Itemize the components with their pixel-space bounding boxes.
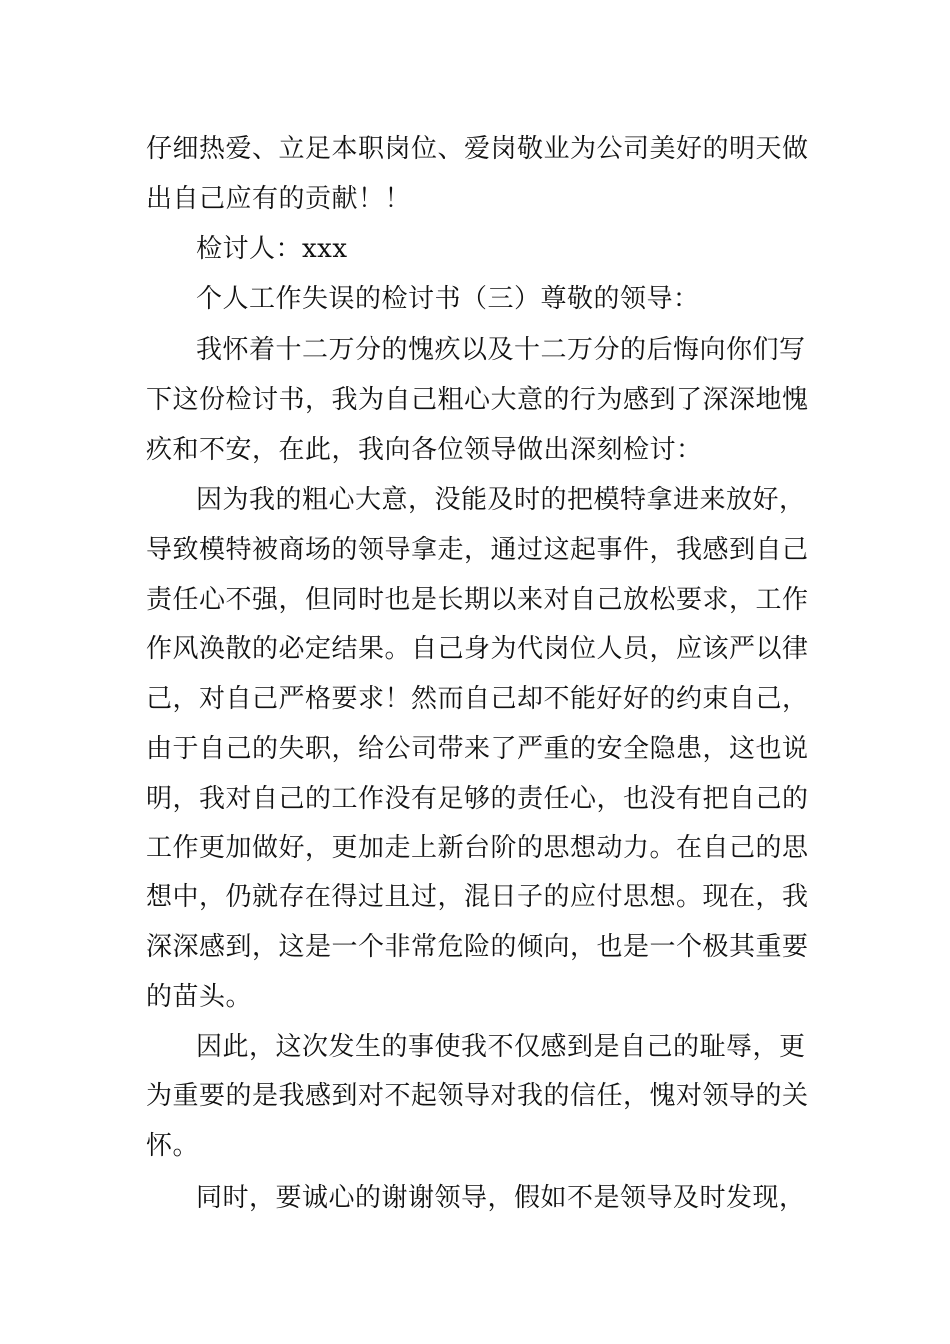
text-line: 疚和不安，在此，我向各位领导做出深刻检讨：: [146, 435, 703, 465]
text-line: 导致模特被商场的领导拿走，通过这起事件，我感到自己: [146, 535, 809, 565]
section-heading: 个人工作失误的检讨书（三）尊敬的领导：: [196, 284, 700, 314]
text-line: 己，对自己严格要求！然而自己却不能好好的约束自己，: [146, 684, 809, 714]
text-line: 明，我对自己的工作没有足够的责任心，也没有把自己的: [146, 784, 809, 814]
reviewer-signature: 检讨人：xxx: [196, 234, 348, 264]
text-line: 责任心不强，但同时也是长期以来对自己放松要求，工作: [146, 585, 809, 615]
text-line: 同时，要诚心的谢谢领导，假如不是领导及时发现，: [196, 1183, 806, 1213]
text-line: 下这份检讨书，我为自己粗心大意的行为感到了深深地愧: [146, 385, 809, 415]
text-line: 仔细热爱、立足本职岗位、爱岗敬业为公司美好的明天做: [146, 134, 809, 164]
text-line: 深深感到，这是一个非常危险的倾向，也是一个极其重要: [146, 932, 809, 962]
text-line: 作风涣散的必定结果。自己身为代岗位人员，应该严以律: [146, 634, 809, 664]
text-line: 工作更加做好，更加走上新台阶的思想动力。在自己的思: [146, 833, 809, 863]
text-line: 因为我的粗心大意，没能及时的把模特拿进来放好，: [196, 485, 806, 515]
text-line: 想中，仍就存在得过且过，混日子的应付思想。现在，我: [146, 882, 809, 912]
text-line: 因此，这次发生的事使我不仅感到是自己的耻辱，更: [196, 1032, 806, 1062]
text-line: 出自己应有的贡献！！: [146, 184, 412, 214]
text-line: 为重要的是我感到对不起领导对我的信任，愧对领导的关: [146, 1081, 809, 1111]
text-line: 的苗头。: [146, 982, 253, 1012]
text-line: 由于自己的失职，给公司带来了严重的安全隐患，这也说: [146, 734, 809, 764]
text-line: 怀。: [146, 1131, 200, 1161]
text-line: 我怀着十二万分的愧疚以及十二万分的后悔向你们写: [196, 335, 806, 365]
